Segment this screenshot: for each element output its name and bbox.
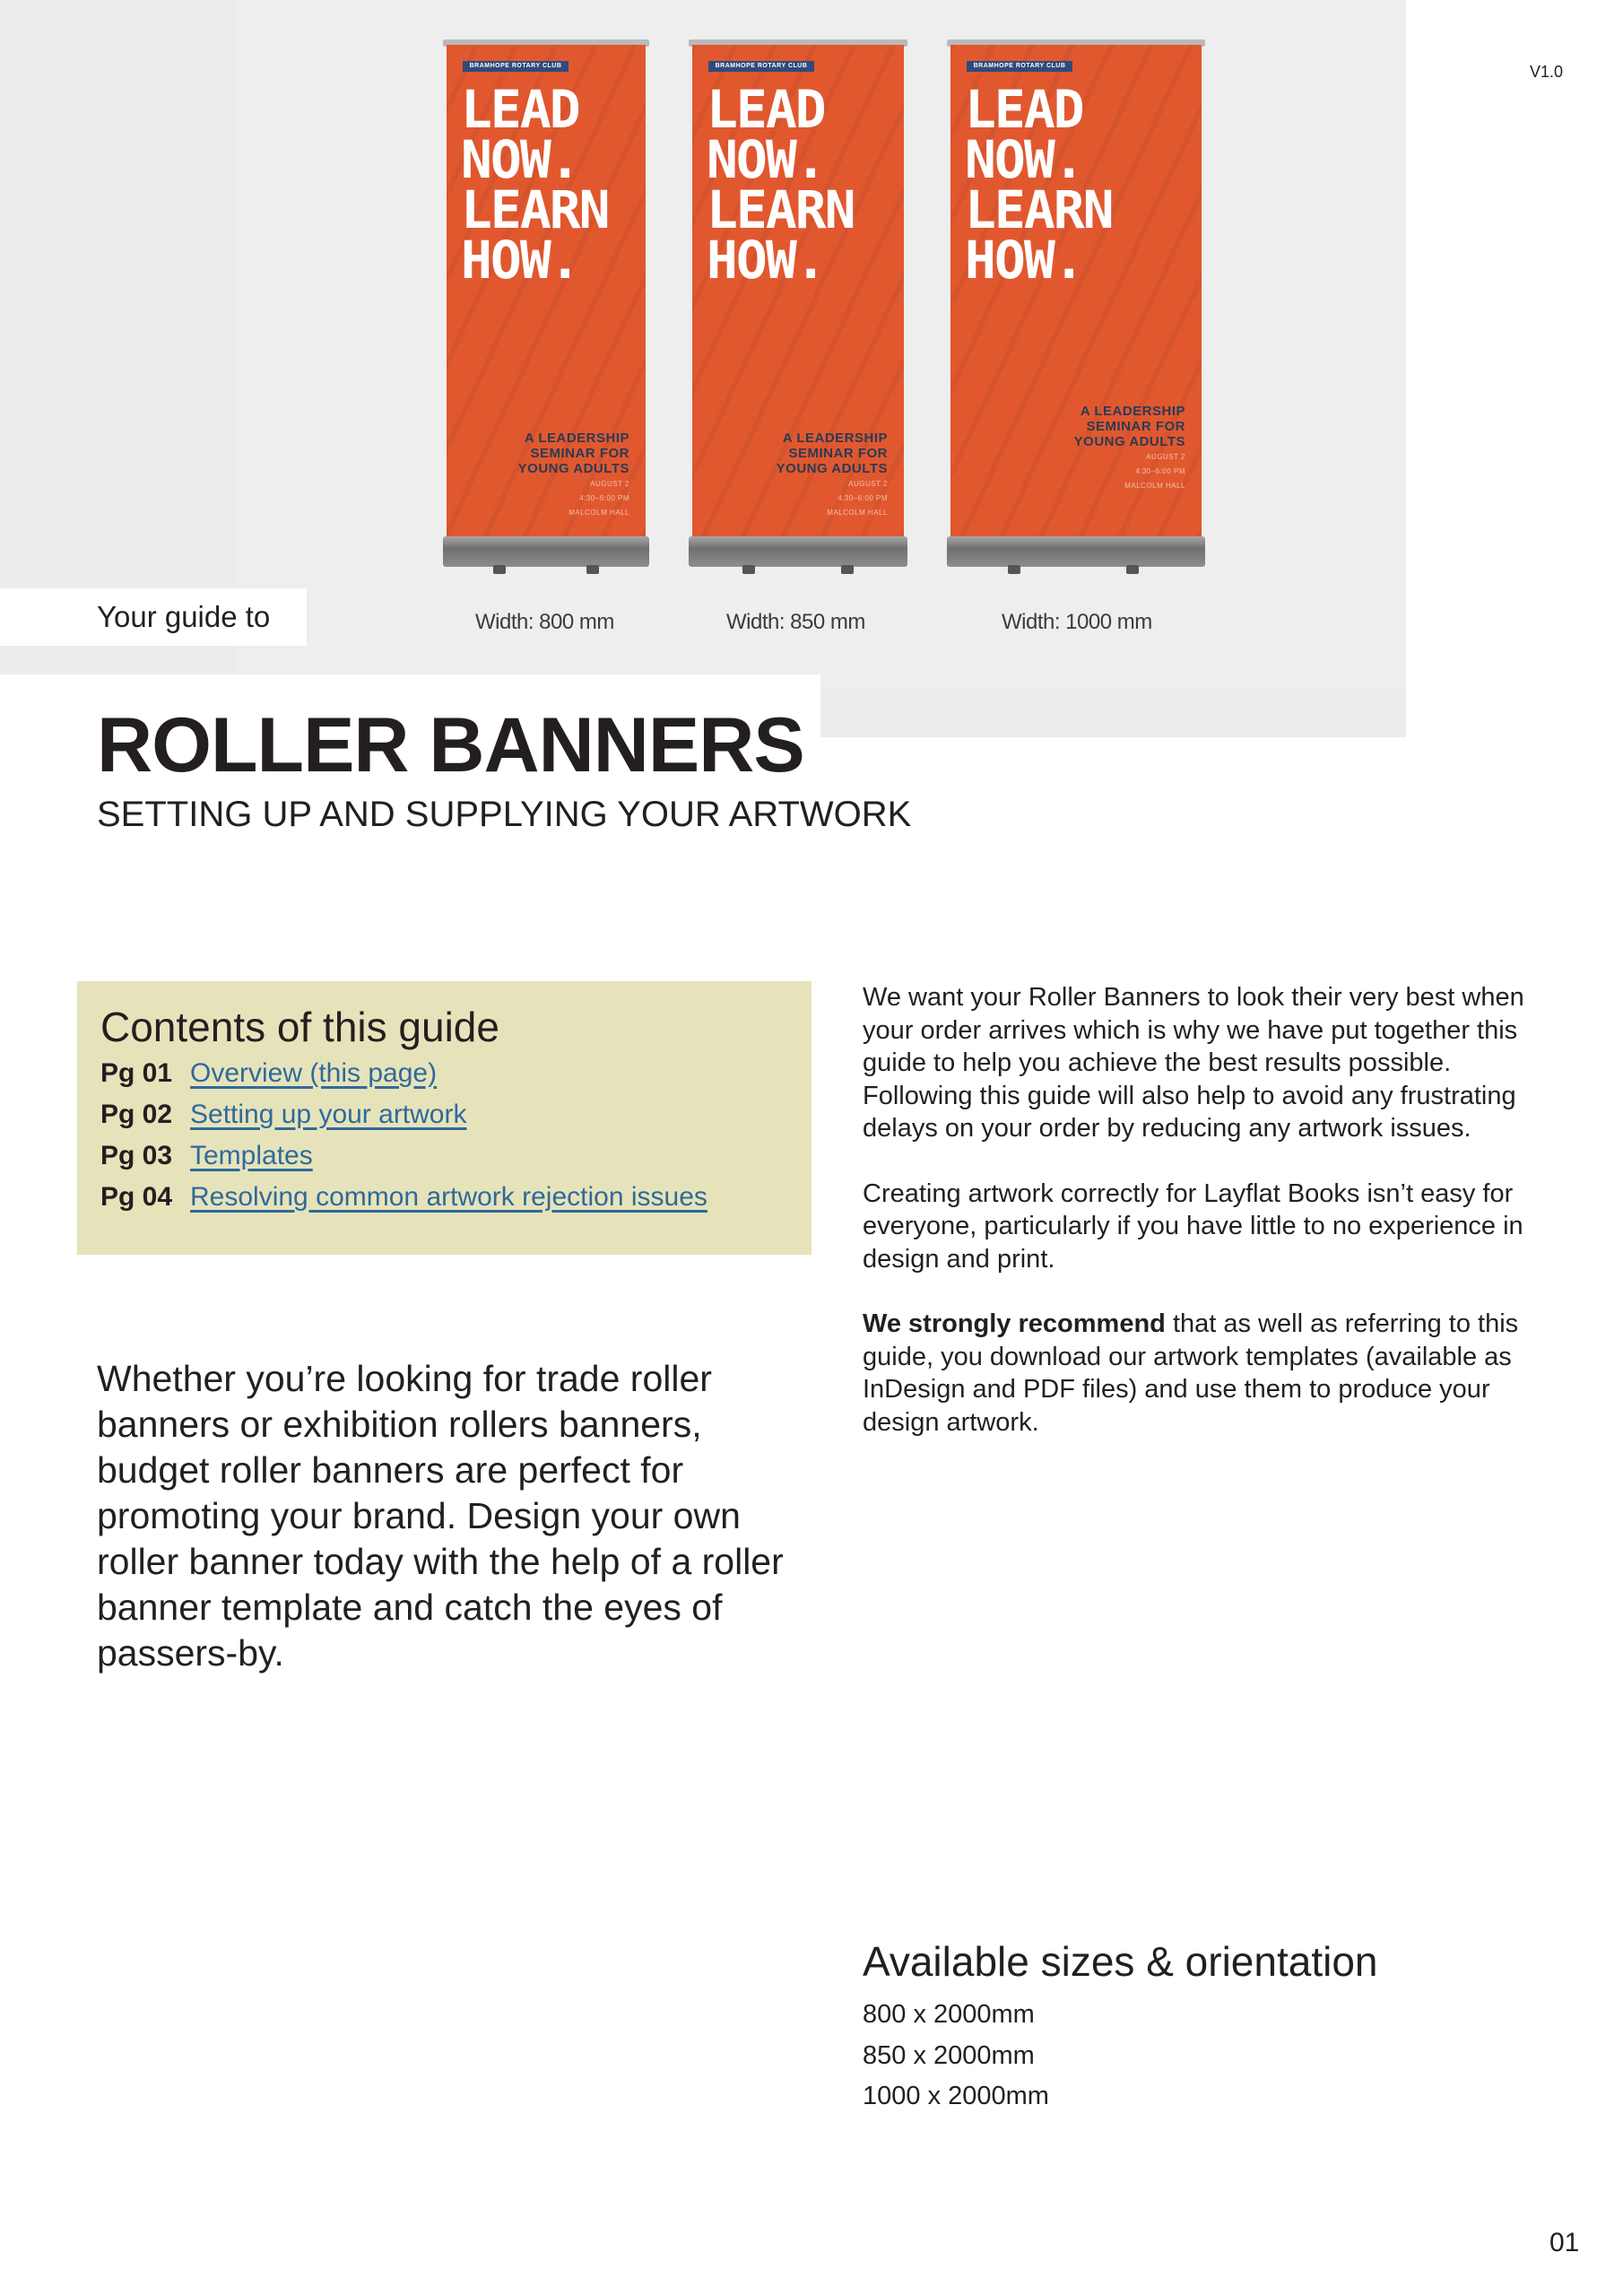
banner-details: AUGUST 2 4:30–6:00 PM MALCOLM HALL: [827, 480, 888, 517]
toc-link-overview[interactable]: Overview (this page): [190, 1058, 438, 1088]
page-number: 01: [1549, 2228, 1580, 2257]
size-item: 800 x 2000mm: [863, 2000, 1035, 2029]
banner-base: [689, 536, 907, 567]
banner-club-tag: BRAMHOPE ROTARY CLUB: [463, 61, 568, 72]
banner-details: AUGUST 2 4:30–6:00 PM MALCOLM HALL: [568, 480, 629, 517]
width-label-1000: Width: 1000 mm: [1002, 610, 1152, 634]
body-text-column: [863, 981, 1526, 1471]
toc-item: [100, 1058, 812, 1100]
sizes-section: [863, 1935, 1377, 2118]
sizes-heading: Available sizes & orientation: [863, 1938, 1378, 1985]
contents-heading: Contents of this guide: [100, 1004, 499, 1050]
banner-850: [692, 39, 904, 574]
size-item: 1000 x 2000mm: [863, 2082, 1049, 2110]
toc-link-rejection-issues[interactable]: Resolving common artwork rejection issues: [190, 1182, 707, 1212]
banner-headline: LEAD NOW. LEARN HOW.: [707, 79, 855, 291]
banner-headline: LEAD NOW. LEARN HOW.: [461, 79, 609, 291]
banner-base: [947, 536, 1205, 567]
banner-subheading: A LEADERSHIP SEMINAR FOR YOUNG ADULTS: [1073, 404, 1185, 449]
banner-details: AUGUST 2 4:30–6:00 PM MALCOLM HALL: [1124, 453, 1185, 490]
contents-box: [77, 981, 812, 1255]
banner-artwork: [447, 45, 646, 538]
toc-link-templates[interactable]: Templates: [190, 1141, 313, 1170]
banner-club-tag: BRAMHOPE ROTARY CLUB: [967, 61, 1072, 72]
intro-paragraph: Whether you’re looking for trade roller banners or exhibition rollers banners, budget roller banners are perfect for promoting your brand. Design your own roller banner today with the help of a roller banner template and catch the eyes of passers-by.: [97, 1358, 784, 1674]
toc-page-number: Pg 03: [100, 1141, 173, 1170]
banner-1000: [950, 39, 1202, 574]
width-label-850: Width: 850 mm: [726, 610, 865, 634]
size-item: 850 x 2000mm: [863, 2040, 1035, 2070]
recommendation-emphasis: We strongly recommend: [863, 1309, 1166, 1338]
toc-page-number: Pg 04: [100, 1182, 173, 1212]
page-subtitle: SETTING UP AND SUPPLYING YOUR ARTWORK: [97, 795, 912, 834]
guide-label: Your guide to: [0, 588, 307, 646]
toc-item: [100, 1141, 812, 1182]
version-label: V1.0: [1530, 63, 1564, 81]
banner-base: [443, 536, 649, 567]
banner-headline: LEAD NOW. LEARN HOW.: [965, 79, 1113, 291]
toc-link-setting-up-artwork[interactable]: Setting up your artwork: [190, 1100, 467, 1129]
page-title: ROLLER BANNERS: [97, 702, 804, 788]
toc-page-number: Pg 01: [100, 1058, 173, 1088]
banner-artwork: [692, 45, 904, 538]
banner-800: [447, 39, 646, 574]
body-paragraph-3: We strongly recommend that as well as referring to this guide, you download our artwork templates (available as InDesign and PDF files) and use them to produce your design artwork.: [863, 1309, 1519, 1437]
banner-subheading: A LEADERSHIP SEMINAR FOR YOUNG ADULTS: [776, 430, 888, 476]
toc-page-number: Pg 02: [100, 1100, 173, 1129]
width-label-800: Width: 800 mm: [475, 610, 614, 634]
banner-artwork: [950, 45, 1202, 538]
toc-item: [100, 1100, 812, 1141]
body-paragraph-2: Creating artwork correctly for Layflat Books isn’t easy for everyone, particularly if you have little to no experience in design and print.: [863, 1178, 1523, 1274]
banner-subheading: A LEADERSHIP SEMINAR FOR YOUNG ADULTS: [517, 430, 629, 476]
body-paragraph-1: We want your Roller Banners to look their very best when your order arrives which is why we have put together this guide to help you achieve the best results possible. Following this guide will also help to avoid any frustrating delays on your order by reducing any artwork issues.: [863, 983, 1524, 1143]
toc-item: [100, 1182, 812, 1223]
banner-club-tag: BRAMHOPE ROTARY CLUB: [708, 61, 814, 72]
